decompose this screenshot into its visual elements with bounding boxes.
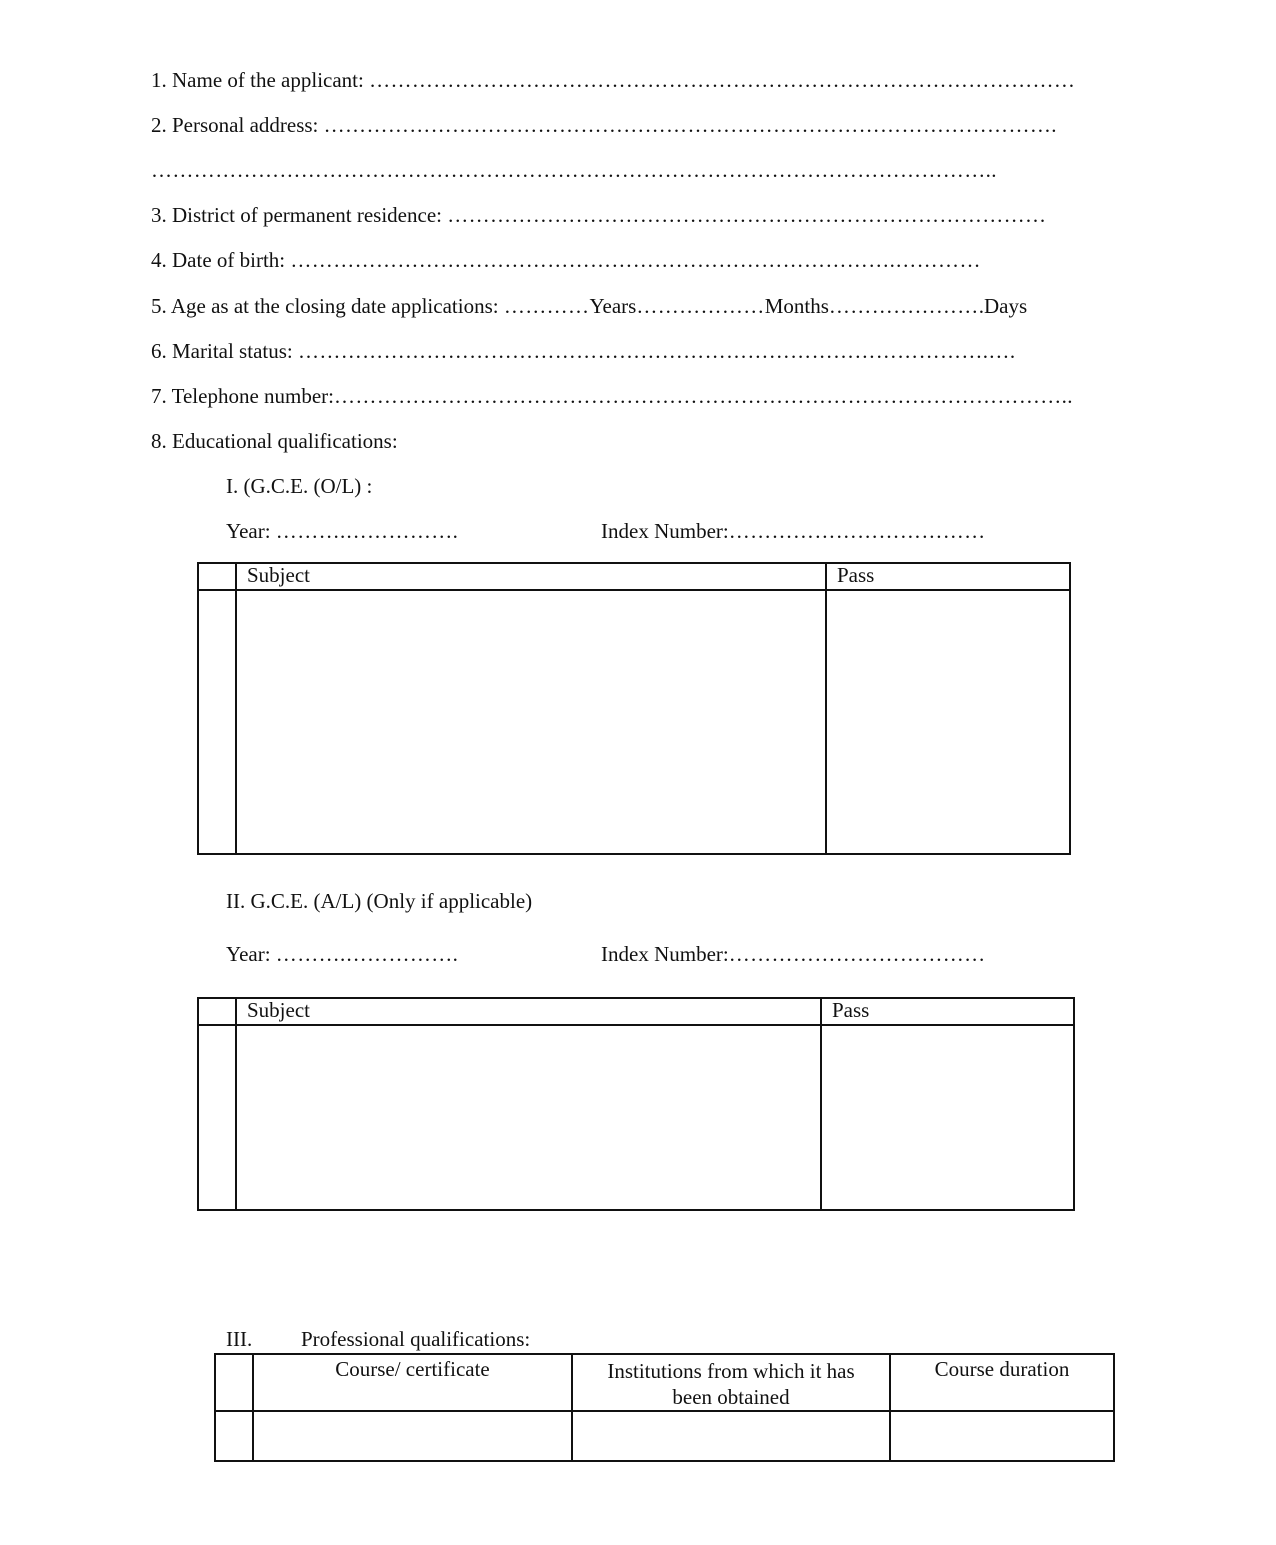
table-corner-cell [198,563,236,590]
course-cell[interactable] [253,1411,572,1461]
header-text: Subject [247,998,310,1022]
field-telephone [151,384,1073,408]
header-text-line-2: been obtained [672,1385,790,1409]
pass-cell[interactable] [826,590,1070,854]
field-label: 1. Name of the applicant: [151,68,370,92]
header-text: Pass [832,998,870,1022]
header-text: Course duration [934,1357,1070,1381]
column-header-subject [236,998,821,1025]
professional-qualifications-table [214,1353,1115,1462]
column-header-pass [826,563,1070,590]
field-label: 4. Date of birth: [151,248,291,272]
fill-dots-years[interactable]: ………… [503,294,590,318]
prof-heading: Professional qualifications: [301,1327,531,1351]
column-header-pass [821,998,1074,1025]
pass-cell[interactable] [821,1025,1074,1210]
months-label: Months [764,294,829,318]
year-dots[interactable]: ……….……………. [275,942,459,966]
index-dots[interactable]: ……………………………… [728,942,986,966]
index-label: Index Number: [601,519,729,543]
subject-cell[interactable] [236,590,826,854]
field-personal-address-line-2 [151,158,997,182]
fill-dots[interactable]: ………………………………………………………………………….………… [290,248,981,272]
table-corner-cell [215,1354,253,1411]
days-label: .Days [978,294,1028,318]
fill-dots[interactable]: ……………………………………………………………………………………………………….. [151,158,997,182]
header-text-line-1: Institutions from which it has [607,1359,855,1383]
fill-dots[interactable]: ………………………………………………………………………………………….. [334,384,1073,408]
field-label: 7. Telephone number: [151,384,335,408]
header-text: Course/ certificate [335,1357,490,1381]
index-dots[interactable]: ……………………………… [728,519,986,543]
field-label: 5. Age as at the closing date applications: [151,294,504,318]
field-date-of-birth [151,248,981,272]
field-personal-address [151,113,1057,137]
field-marital-status [151,339,1015,363]
column-header-course [253,1354,572,1411]
ol-heading: I. (G.C.E. (O/L) : [226,474,373,498]
row-number-cell[interactable] [215,1411,253,1461]
field-label: 6. Marital status: [151,339,298,363]
fill-dots-days[interactable]: ………………… [828,294,979,318]
year-dots[interactable]: ……….……………. [275,519,459,543]
ol-index-field [601,519,986,543]
header-text: Pass [837,563,875,587]
field-educational-qualifications [151,429,398,453]
table-corner-cell [198,998,236,1025]
ol-results-table [197,562,1071,855]
field-age [151,294,1027,318]
fill-dots[interactable]: …………………………………………………………………………………….…. [297,339,1016,363]
field-label: 3. District of permanent residence: [151,203,448,227]
al-year-field [226,942,458,966]
index-label: Index Number: [601,942,729,966]
row-number-cell[interactable] [198,590,236,854]
subject-cell[interactable] [236,1025,821,1210]
prof-numeral: III. [226,1327,253,1351]
fill-dots[interactable]: …………………………………………………………………………………………. [323,113,1057,137]
fill-dots[interactable]: ……………………………………………………………………………………… [369,68,1076,92]
section-heading: 8. Educational qualifications: [151,429,398,453]
fill-dots-months[interactable]: ……………… [636,294,765,318]
year-label: Year: [226,942,276,966]
header-text: Subject [247,563,310,587]
fill-dots[interactable]: ………………………………………………………………………… [447,203,1047,227]
al-index-field [601,942,986,966]
years-label: Years [589,294,637,318]
year-label: Year: [226,519,276,543]
institution-cell[interactable] [572,1411,890,1461]
al-heading: II. G.C.E. (A/L) (Only if applicable) [226,889,533,913]
duration-cell[interactable] [890,1411,1114,1461]
al-results-table [197,997,1075,1211]
column-header-subject [236,563,826,590]
field-district [151,203,1046,227]
field-label: 2. Personal address: [151,113,324,137]
column-header-institution [572,1354,890,1411]
field-applicant-name [151,68,1075,92]
ol-year-field [226,519,458,543]
row-number-cell[interactable] [198,1025,236,1210]
column-header-duration [890,1354,1114,1411]
